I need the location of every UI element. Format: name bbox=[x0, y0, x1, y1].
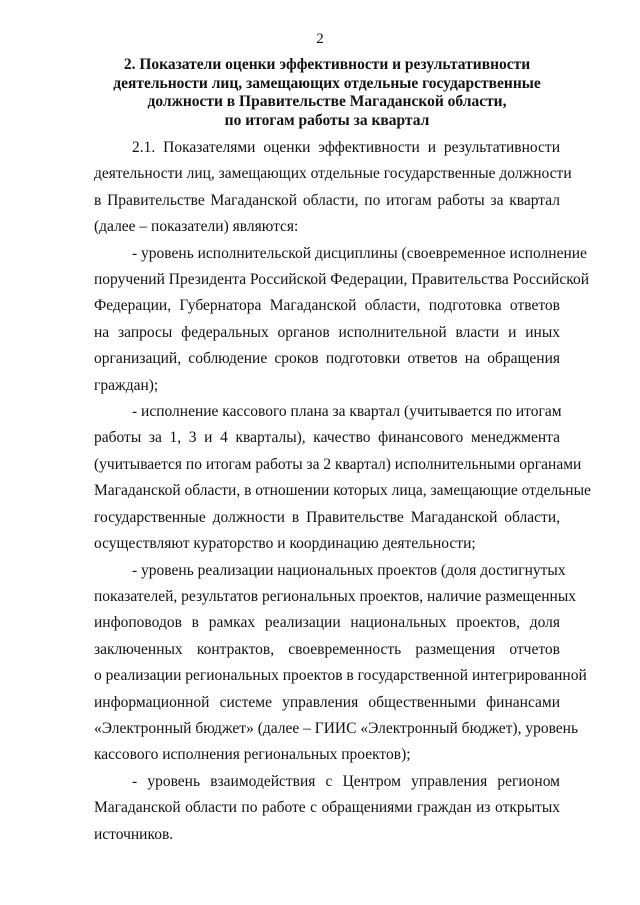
text-line: о реализации региональных проектов в государственной интегрированной bbox=[94, 667, 587, 685]
paragraph-cash-plan bbox=[94, 399, 591, 557]
text-line: поручений Президента Российской Федерации, Правительства Российской bbox=[94, 271, 590, 289]
heading-line: 2. Показатели оценки эффективности и результативности bbox=[123, 56, 531, 73]
text-line: государственные должности в Правительстве Магаданской области, bbox=[94, 508, 560, 526]
text-line: - уровень взаимодействия с Центром управления регионом bbox=[132, 772, 560, 790]
text-line: деятельности лиц, замещающих отдельные государственные должности bbox=[94, 165, 572, 183]
text-line: осуществляют кураторство и координацию деятельности; bbox=[94, 535, 476, 553]
body-text bbox=[94, 135, 591, 848]
paragraph-executive-discipline bbox=[94, 241, 590, 399]
text-line: Магаданской области по работе с обращениями граждан из открытых bbox=[94, 799, 560, 817]
text-line: заключенных контрактов, своевременность размещения отчетов bbox=[94, 640, 560, 658]
text-line: кассового исполнения региональных проектов); bbox=[94, 746, 411, 764]
text-line: «Электронный бюджет» (далее – ГИИС «Электронный бюджет), уровень bbox=[94, 719, 579, 737]
text-line: - уровень исполнительской дисциплины (своевременное исполнение bbox=[132, 244, 587, 262]
text-line: - уровень реализации национальных проектов (доля достигнутых bbox=[132, 561, 566, 579]
text-line: граждан); bbox=[94, 376, 159, 394]
paragraph-region-center-interaction bbox=[94, 769, 560, 848]
page-number: 2 bbox=[316, 31, 324, 47]
text-line: Магаданской области, в отношении которых лица, замещающие отдельные bbox=[94, 482, 591, 500]
text-line: показателей, результатов региональных проектов, наличие размещенных bbox=[94, 587, 577, 605]
paragraph-national-projects bbox=[94, 558, 587, 769]
text-line: организаций, соблюдение сроков подготовки ответов на обращения bbox=[94, 350, 560, 368]
heading-line: по итогам работы за квартал bbox=[224, 111, 430, 129]
text-line: Федерации, Губернатора Магаданской области, подготовка ответов bbox=[94, 297, 560, 315]
text-line: 2.1. Показателями оценки эффективности и результативности bbox=[132, 139, 560, 156]
heading-line: деятельности лиц, замещающих отдельные государственные bbox=[113, 74, 541, 92]
paragraph-indicators-intro bbox=[94, 135, 572, 241]
text-line: - исполнение кассового плана за квартал (учитывается по итогам bbox=[132, 403, 562, 421]
section-heading bbox=[92, 56, 562, 130]
text-line: на запросы федеральных органов исполнительной власти и иных bbox=[94, 323, 560, 341]
text-line: в Правительстве Магаданской области, по итогам работы за квартал bbox=[94, 191, 560, 209]
text-line: источников. bbox=[94, 825, 174, 843]
heading-line: должности в Правительстве Магаданской области, bbox=[147, 93, 507, 110]
text-line: инфоповодов в рамках реализации национальных проектов, доля bbox=[94, 614, 560, 632]
text-line: работы за 1, 3 и 4 кварталы), качество финансового менеджмента bbox=[94, 429, 560, 447]
text-line: информационной системе управления общественными финансами bbox=[94, 693, 560, 711]
text-line: (учитывается по итогам работы за 2 квартал) исполнительными органами bbox=[94, 455, 582, 473]
text-line: (далее – показатели) являются: bbox=[94, 218, 299, 236]
